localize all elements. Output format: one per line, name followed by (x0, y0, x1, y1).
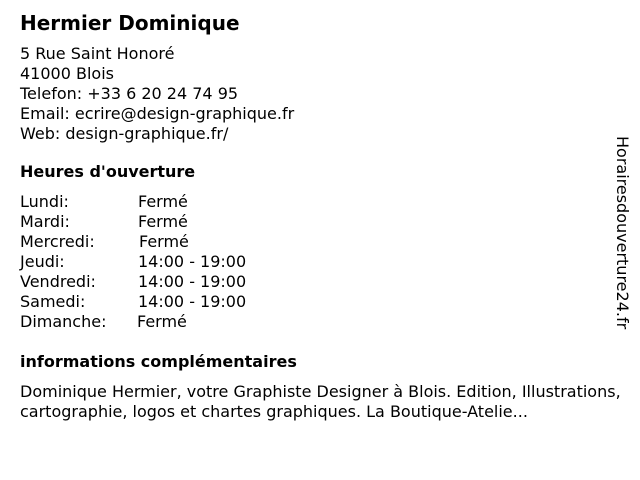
hours-row-vendredi (20, 272, 610, 292)
business-description: Dominique Hermier, votre Graphiste Designer à Blois. Edition, Illustrations, cartographie, logos et chartes graphiques. La Boutique-Atelie... (20, 382, 621, 421)
day-label: Lundi: (20, 192, 69, 211)
site-watermark: Horairesdouverture24.fr (613, 136, 632, 330)
email-line (20, 104, 610, 124)
day-label: Mardi: (20, 212, 70, 231)
hours-value: Fermé (137, 312, 187, 331)
day-label: Samedi: (20, 292, 86, 311)
business-name: Hermier Dominique (20, 11, 240, 35)
hours-row-dimanche (20, 312, 610, 332)
phone-label: Telefon: (20, 84, 83, 103)
business-card (20, 10, 621, 422)
email-address: ecrire@design-graphique.fr (74, 104, 295, 123)
hours-value: Fermé (138, 192, 188, 211)
phone-number: +33 6 20 24 74 95 (87, 84, 239, 103)
day-label: Dimanche: (20, 312, 107, 331)
day-label: Jeudi: (20, 252, 65, 271)
city-address: 41000 Blois (20, 64, 114, 83)
hours-value: 14:00 - 19:00 (138, 292, 247, 311)
hours-row-lundi (20, 192, 610, 212)
additional-info-title: informations complémentaires (20, 352, 297, 371)
day-label: Vendredi: (20, 272, 96, 291)
hours-row-jeudi (20, 252, 610, 272)
hours-row-mercredi (20, 232, 610, 252)
hours-row-samedi (20, 292, 610, 312)
web-label: Web: (20, 124, 61, 143)
opening-hours-list (20, 192, 610, 332)
phone-line (20, 84, 610, 104)
email-label: Email: (20, 104, 70, 123)
web-address: design-graphique.fr/ (65, 124, 229, 143)
hours-value: 14:00 - 19:00 (138, 272, 247, 291)
day-label: Mercredi: (20, 232, 95, 251)
hours-value: Fermé (138, 212, 188, 231)
hours-value: 14:00 - 19:00 (138, 252, 247, 271)
hours-row-mardi (20, 212, 610, 232)
hours-value: Fermé (139, 232, 189, 251)
street-address: 5 Rue Saint Honoré (20, 44, 175, 63)
opening-hours-title: Heures d'ouverture (20, 162, 196, 181)
web-line (20, 124, 610, 144)
